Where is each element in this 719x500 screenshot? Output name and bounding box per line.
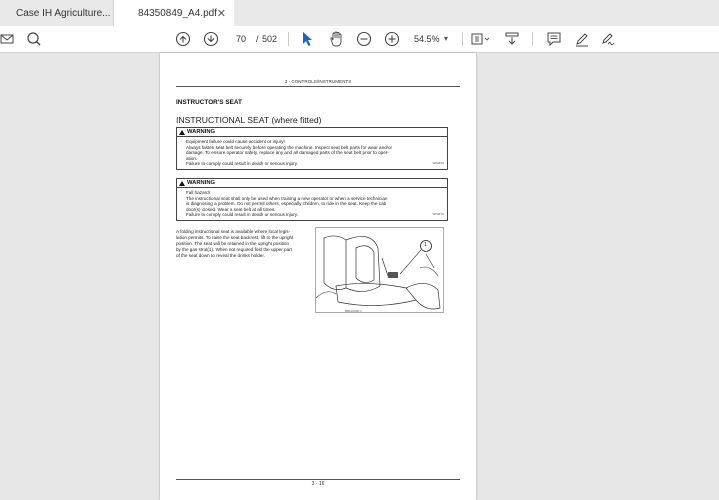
warning-line: Always fasten seat belt securely before operating the machine. Inspect seat belt parts for wear and/or — [186, 144, 393, 150]
comment-icon[interactable] — [546, 26, 562, 52]
warning-label: WARNING — [187, 129, 216, 135]
marquee-icon[interactable] — [470, 26, 492, 52]
select-cursor-icon[interactable] — [300, 26, 314, 52]
warning-triangle-icon — [179, 130, 185, 135]
sign-icon[interactable] — [600, 26, 618, 52]
warning-line: ation. — [186, 155, 198, 161]
warning-line: Failure to comply could result in death or serious injury. — [186, 212, 299, 218]
page-header: 3 - CONTROLS/INSTRUMENTS — [284, 79, 352, 84]
warning-line: Fall hazard! — [186, 190, 211, 195]
body-line: A folding instructional seat is available where local legis- — [176, 229, 291, 234]
tab-bar — [0, 0, 719, 27]
tab-case-ih[interactable] — [0, 0, 114, 26]
warning-text — [177, 137, 447, 169]
warning-line: Equipment failure could cause accident or injury! — [186, 139, 285, 144]
figure-caption: BRF10000 1 — [345, 309, 362, 313]
page-separator: / — [256, 34, 259, 44]
zoom-level[interactable]: 54.5% — [414, 34, 440, 44]
scroll-mode-icon[interactable] — [504, 26, 520, 52]
warning-line: is diagnosing a problem. Do not permit others, especially children, to ride in the seat. Keep the cab — [186, 201, 387, 207]
body-line: by the gas strut(1). When not required fold the upper part — [176, 246, 292, 252]
zoom-in-icon[interactable] — [384, 26, 400, 52]
warning-box-equipment — [176, 127, 448, 170]
figure-callout: 1 — [424, 242, 427, 248]
warning-label: WARNING — [187, 180, 216, 186]
warning-line: damage. To ensure operator safety, replace any and all damaged parts of the seat belt prior to oper- — [186, 150, 389, 156]
seat-illustration — [315, 227, 444, 313]
page-total: 502 — [262, 34, 278, 44]
tab-label: Case IH Agriculture... — [16, 7, 111, 19]
warning-header — [177, 179, 447, 188]
mail-icon[interactable] — [0, 26, 14, 52]
zoom-out-icon[interactable] — [356, 26, 372, 52]
pdf-toolbar — [0, 26, 719, 53]
body-line: of the seat down to reveal the drinks holder. — [176, 252, 265, 258]
section-title: INSTRUCTOR'S SEAT — [176, 99, 242, 106]
body-line: position. The seat will be retained in the upright position — [176, 240, 290, 246]
header-rule — [176, 86, 460, 87]
hand-icon[interactable] — [328, 26, 344, 52]
body-line: lation permits. To raise the seat backrest, lift to the upright — [176, 234, 294, 240]
toolbar-divider — [532, 32, 533, 46]
warning-line: Failure to comply could result in death or serious injury. — [186, 161, 299, 167]
toolbar-divider — [288, 32, 289, 46]
pdf-page — [160, 53, 476, 500]
page-up-icon[interactable] — [175, 26, 191, 52]
page-number-input[interactable]: 70 — [235, 34, 246, 44]
warning-header — [177, 128, 447, 137]
page-down-icon[interactable] — [203, 26, 219, 52]
tab-label: 84350849_A4.pdf — [138, 8, 217, 19]
warning-triangle-icon — [179, 181, 185, 186]
zoom-icon[interactable] — [26, 26, 42, 52]
highlight-icon[interactable] — [574, 26, 590, 52]
warning-line: The instructional seat shall only be used when training a new operator or when a service technician — [186, 195, 388, 201]
warning-code: W0367A — [432, 212, 444, 217]
section-subtitle: INSTRUCTIONAL SEAT (where fitted) — [176, 115, 322, 125]
close-tab-icon[interactable]: ✕ — [216, 8, 226, 20]
warning-line: door(s) closed. Wear a seat belt at all times. — [186, 206, 276, 212]
warning-box-fall-hazard — [176, 178, 448, 221]
footer-rule — [176, 479, 460, 480]
warning-code: W0046A — [432, 161, 444, 166]
tab-pdf[interactable] — [114, 0, 234, 27]
chevron-down-icon[interactable]: ▾ — [444, 34, 449, 43]
warning-text — [177, 188, 447, 220]
page-footer: 3 - 16 — [311, 481, 325, 487]
toolbar-divider — [462, 32, 463, 46]
body-paragraph — [176, 229, 312, 259]
